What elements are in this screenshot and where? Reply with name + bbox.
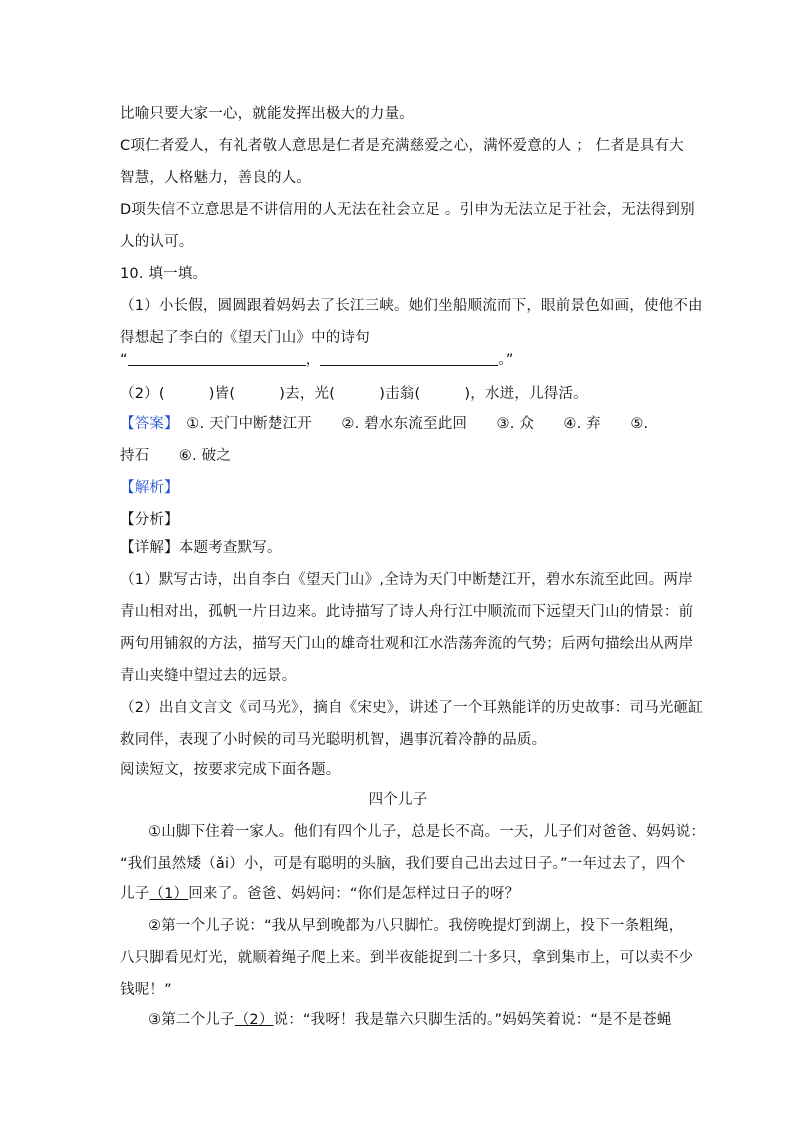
text-line: 青山相对出，孤帆一片日边来。此诗描写了诗人舟行江中顺流而下远望天门山的情景：前 [120,604,694,620]
analysis-tag: 【解析】 [120,480,179,496]
text-line: 人的认可。 [120,234,194,250]
detail-text: 本题考查默写。 [178,540,282,556]
text-span: ③第二个儿子 [148,1012,235,1028]
detail-line [120,538,282,558]
text-line: （2）( )皆( )去，光( )击翁( )，水迸，儿得活。 [120,386,588,402]
blank-marker-2: （2） [234,1012,274,1028]
text-line: 阅读短文，按要求完成下面各题。 [120,762,341,778]
question-heading: 10. 填一填。 [120,266,208,282]
text-line: 持石 ⑥. 破之 [120,448,232,464]
comma: ， [305,352,321,368]
text-line: 比喻只要大家一心，就能发挥出极大的力量。 [120,106,414,122]
answer-items: ①. 天门中断楚江开 ②. 碧水东流至此回 ③. 众 ④. 弃 ⑤. [171,416,649,432]
open-quote: “ [120,352,128,368]
answer-line [120,414,648,434]
text-line: 得想起了李白的《望天门山》中的诗句 [120,330,370,346]
text-line: 两句用铺叙的方法，描写天门山的雄奇壮观和江水浩荡奔流的气势；后两句描绘出从两岸 [120,636,694,652]
detail-tag: 【详解】 [120,540,179,556]
story-paragraph-line: 八只脚看见灯光，就顺着绳子爬上来。到半夜能捉到二十多只，拿到集市上，可以卖不少 [120,950,694,966]
blank-1[interactable] [128,351,306,366]
answer-tag: 【答案】 [120,416,172,432]
fenxi-tag: 【分析】 [120,512,179,528]
text-line: 青山夹缝中望过去的远景。 [120,668,297,684]
story-paragraph-line: “我们虽然矮（ǎi）小，可是有聪明的头脑，我们要自己出去过日子。”一年过去了，四个 [120,856,686,872]
story-paragraph-line: 钱呢！” [120,982,172,998]
text-line: 救同伴，表现了小时候的司马光聪明机智，遇事沉着冷静的品质。 [120,732,547,748]
text-line: 智慧，人格魅力，善良的人。 [120,170,312,186]
text-span: 说：“我呀！我是靠六只脚生活的。”妈妈笑着说：“是不是苍蝇 [273,1012,672,1028]
story-paragraph-line: ②第一个儿子说：“我从早到晚都为八只脚忙。我傍晚提灯到湖上，投下一条粗绳， [148,918,684,934]
story-paragraph-line [120,884,519,904]
text-line: C项仁者爱人，有礼者敬人意思是仁者是充满慈爱之心，满怀爱意的人 ； 仁者是具有大 [120,138,684,154]
blank-2[interactable] [320,351,498,366]
blank-marker-1: （1） [149,886,189,902]
text-line: （1）小长假，圆圆跟着妈妈去了长江三峡。她们坐船顺流而下，眼前景色如画，使他不由 [120,298,703,314]
text-span: 儿子 [120,886,150,902]
story-title: 四个儿子 [368,792,428,808]
story-paragraph-line: ①山脚下住着一家人。他们有四个儿子，总是长不高。一天，儿子们对爸爸、妈妈说： [148,824,706,840]
fill-blank-line [120,350,514,370]
text-line: D项失信不立意思是不讲信用的人无法在社会立足 。引申为无法立足于社会，无法得到别 [120,202,695,218]
close-quote: 。” [498,352,514,368]
story-paragraph-line [120,1010,672,1030]
text-line: （2）出自文言文《司马光》，摘自《宋史》，讲述了一个耳熟能详的历史故事：司马光砸缸 [120,700,703,716]
text-span: 回来了。爸爸、妈妈问：“你们是怎样过日子的呀？ [188,886,520,902]
text-line: （1）默写古诗，出自李白《望天门山》,全诗为天门中断楚江开，碧水东流至此回。两岸 [120,572,693,588]
